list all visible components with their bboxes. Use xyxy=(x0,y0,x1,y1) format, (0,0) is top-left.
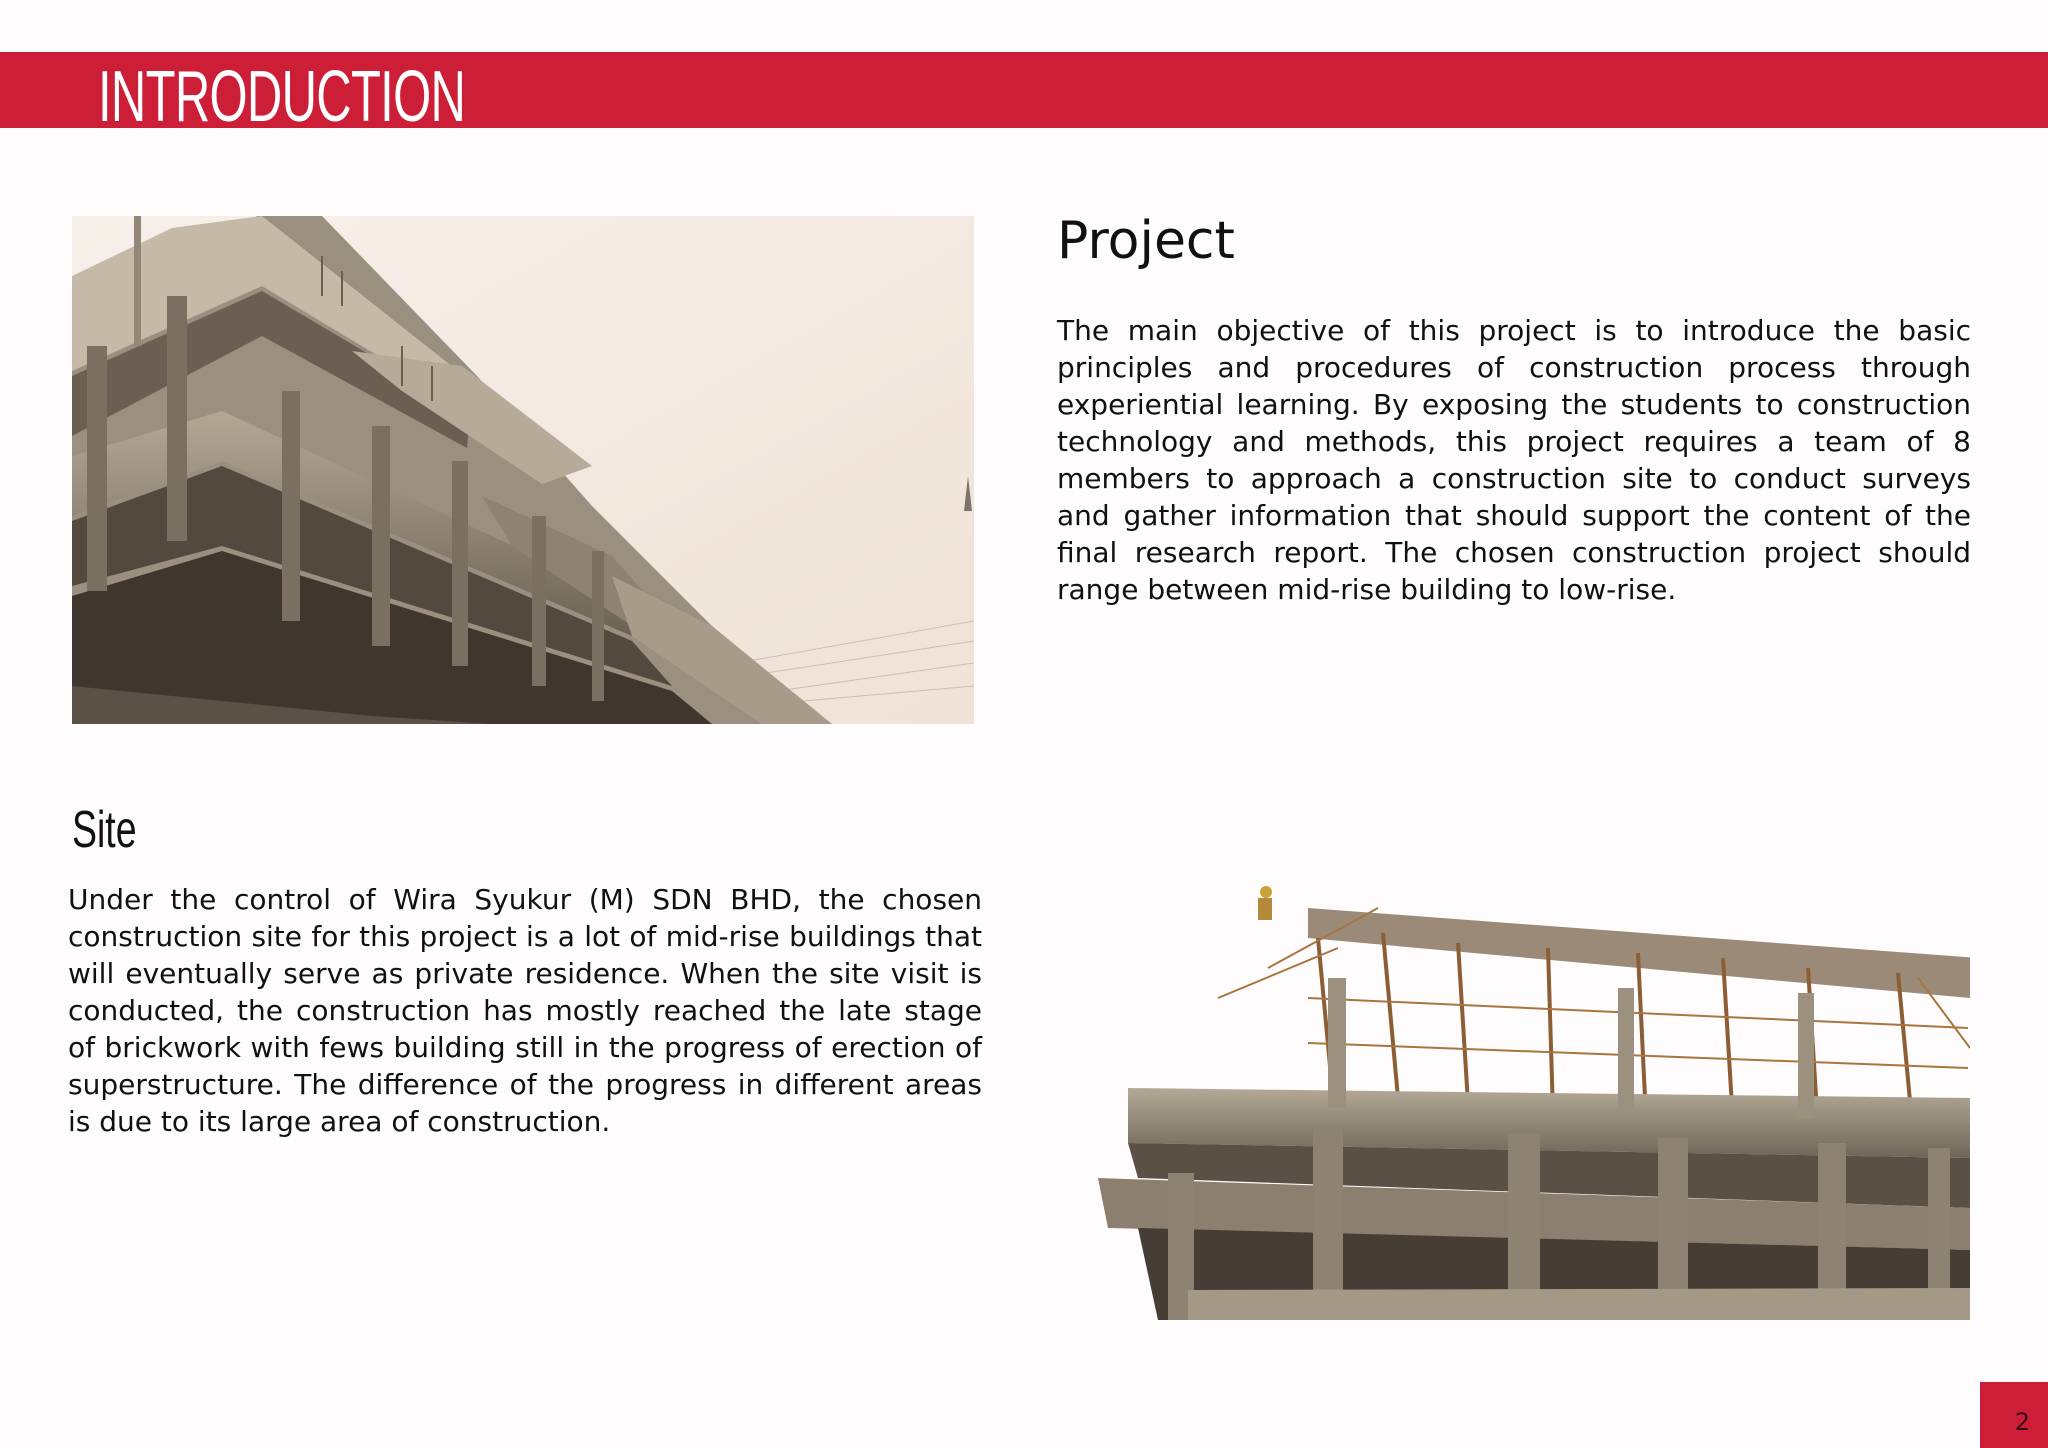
site-heading: Site xyxy=(72,801,137,859)
project-heading: Project xyxy=(1057,211,1235,271)
construction-site-photo-top xyxy=(72,216,974,724)
site-description: Under the control of Wira Syukur (M) SDN BHD, the chosen construction site for this project is a lot of mid-rise buildings that will eventually serve as private residence. When the site visit is conducted, the construction has mostly reached the late stage of brickwork with fews building still in the progress of erection of superstructure. The difference of the progress in different areas is due to its large area of construction. xyxy=(68,883,982,1138)
header-bar xyxy=(0,52,2048,128)
page-title: INTRODUCTION xyxy=(98,57,466,128)
project-description: The main objective of this project is to introduce the basic principles and procedures of construction process through experiential learning. By exposing the students to construction technology and methods, this project requires a team of 8 members to approach a construction site to conduct surveys and gather information that should support the content of the final research report. The chosen construction project should range between mid-rise building to low-rise. xyxy=(1057,314,1971,606)
construction-site-photo-bottom xyxy=(1098,878,1970,1320)
page-number-box xyxy=(1980,1382,2048,1448)
page-number: 2 xyxy=(2014,1408,2030,1436)
